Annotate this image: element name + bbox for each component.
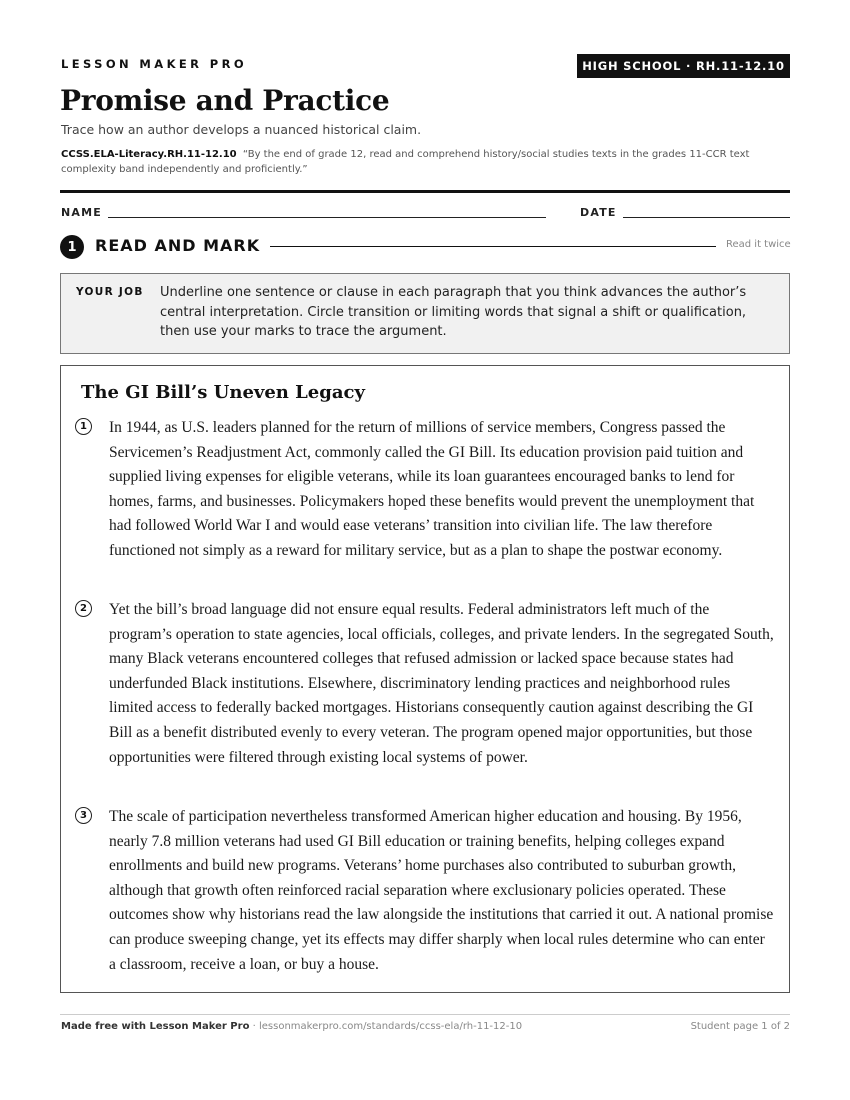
instructions-label: YOUR JOB [76,286,144,298]
name-line [108,217,546,218]
section-divider [270,246,716,247]
section-note: Read it twice [726,239,791,250]
page-subtitle: Trace how an author develops a nuanced historical claim. [61,122,422,137]
date-line [623,217,790,218]
footer-brand: Made free with Lesson Maker Pro [61,1021,250,1032]
brand-name: LESSON MAKER PRO [61,57,248,71]
paragraph-text: In 1944, as U.S. leaders planned for the return of millions of service members, Congress passed the Servicemen’s Readjustment Act, commonly called the GI Bill. Its education provision paid tuition and supplied living expenses for eligible veterans, while its loan guarantees encouraged banks to lend for homes, farms, and businesses. Policymakers hoped these benefits would prevent the unemployment that had followed World War I and would ease veterans’ transition into civilian life. The law therefore functioned not simply as a reward for military service, but as a plan to shape the postwar economy. [109,419,755,559]
page-title: Promise and Practice [60,84,390,117]
paragraph-number: 2 [75,600,92,617]
section-title: READ AND MARK [95,236,261,255]
instructions-box [60,273,790,354]
reading-passage [60,365,790,993]
paragraph-number: 3 [75,807,92,824]
footer-link[interactable]: · lessonmakerpro.com/standards/ccss-ela/rh-11-12-10 [249,1021,523,1032]
name-label: NAME [61,206,102,219]
footer-divider [60,1014,790,1015]
footer-credit [61,1021,522,1032]
header-divider [60,190,790,193]
paragraph-text: Yet the bill’s broad language did not ensure equal results. Federal administrators left much of the program’s operation to state agencies, local officials, colleges, and private lenders. In the segregated South, many Black veterans encountered colleges that refused admission or lacked space because states had underfunded Black institutions. Elsewhere, discriminatory lending practices and neighborhood rules limited access to federally backed mortgages. Historians consequently caution against describing the GI Bill as a benefit distributed evenly to every veteran. The program opened major opportunities, but those opportunities were filtered through existing local systems of power. [109,601,774,766]
paragraph-number: 1 [75,418,92,435]
date-label: DATE [580,206,617,219]
standard-text: “By the end of grade 12, read and comprehend history/social studies texts in the grades 11-CCR text complexity band independently and proficiently.” [61,149,750,175]
standard-code: CCSS.ELA-Literacy.RH.11-12.10 [61,149,237,160]
paragraph-text: The scale of participation nevertheless transformed American higher education and housing. By 1956, nearly 7.8 million veterans had used GI Bill education or training benefits, helping colleges expand enrollments and build new programs. Veterans’ home purchases also contributed to suburban growth, although that growth often reinforced racial separation where exclusionary policies operated. These outcomes show why historians read the law alongside the institutions that carried it out. A national promise can produce sweeping change, yet its effects may differ sharply when local rules determine who can enter a classroom, receive a loan, or buy a house. [109,808,774,973]
passage-title: The GI Bill’s Uneven Legacy [81,382,365,403]
level-badge: HIGH SCHOOL · RH.11-12.10 [577,54,790,78]
section-number-badge: 1 [60,235,84,259]
instructions-text: Underline one sentence or clause in each paragraph that you think advances the author’s central interpretation. Circle transition or limiting words that signal a shift or qualification, then use your marks to trace the argument. [160,285,747,339]
footer-page-number: Student page 1 of 2 [690,1021,790,1032]
standard-statement [61,147,761,177]
